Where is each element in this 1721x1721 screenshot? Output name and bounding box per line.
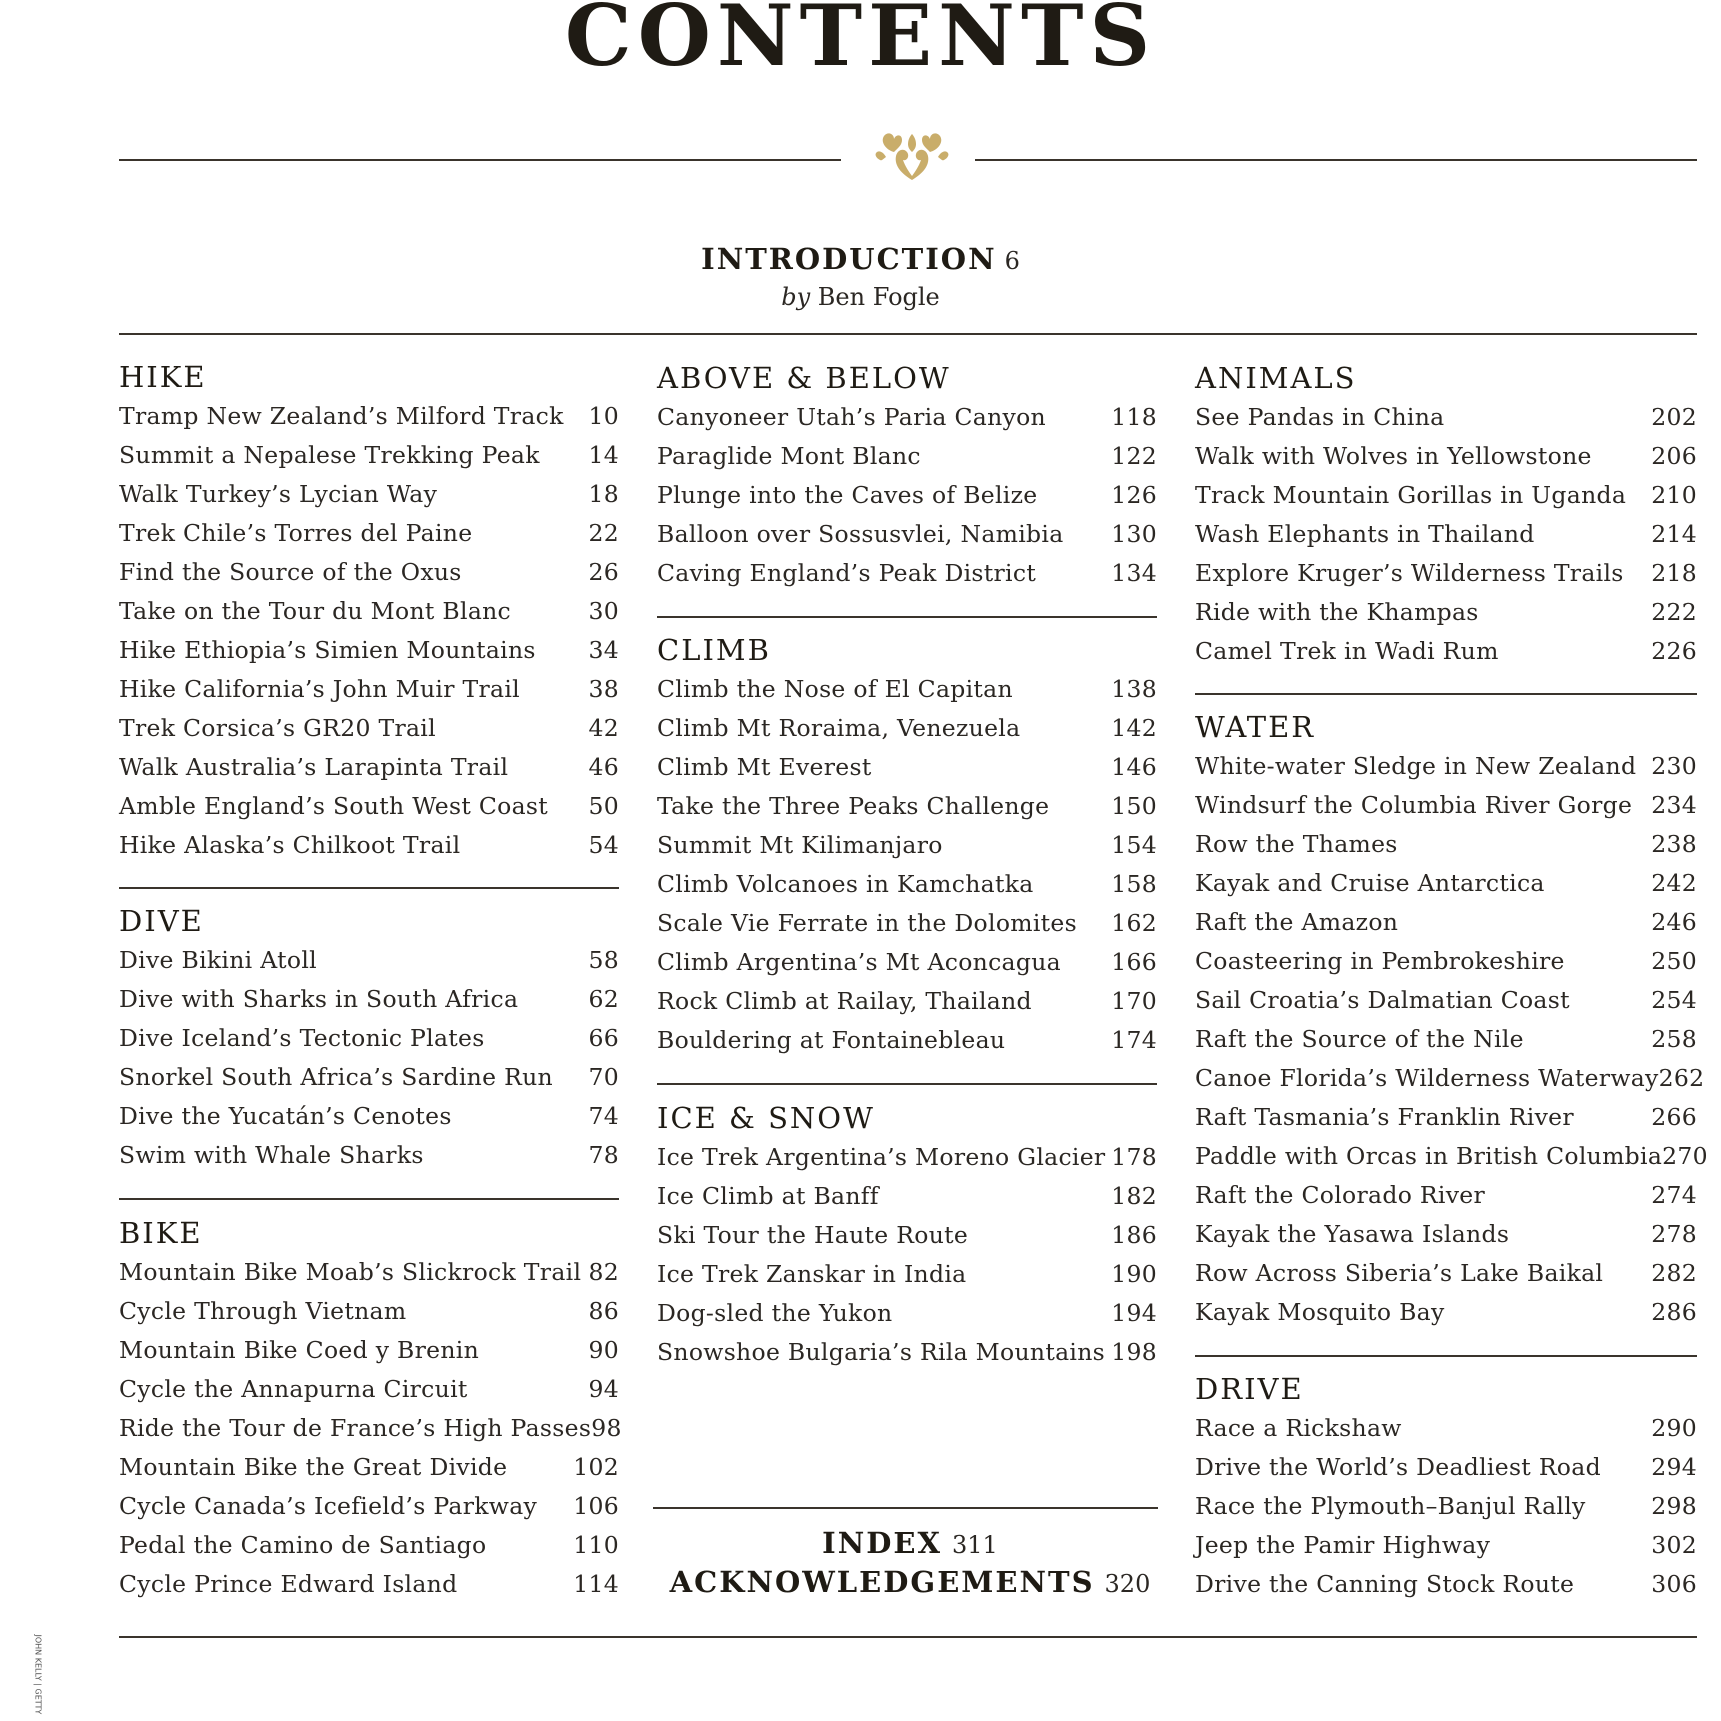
toc-entry[interactable] (119, 941, 619, 980)
entry-page: 118 (1111, 403, 1157, 431)
entry-page: 90 (588, 1336, 619, 1364)
entry-page: 266 (1651, 1103, 1697, 1131)
entry-page: 170 (1111, 987, 1157, 1015)
toc-entry[interactable] (657, 709, 1157, 748)
toc-entry[interactable] (1195, 1409, 1697, 1448)
section-animals (1195, 358, 1697, 671)
entry-page: 82 (588, 1258, 619, 1286)
toc-list (119, 397, 619, 865)
section-heading: HIKE (119, 360, 207, 394)
toc-entry[interactable] (657, 1216, 1157, 1255)
toc-entry[interactable] (657, 1333, 1157, 1372)
toc-entry[interactable] (119, 592, 619, 631)
fleuron-ornament-icon (872, 130, 952, 186)
entry-page: 302 (1651, 1531, 1697, 1559)
toc-entry[interactable] (657, 865, 1157, 904)
toc-entry[interactable] (119, 787, 619, 826)
entry-page: 30 (588, 597, 619, 625)
toc-entry[interactable] (119, 397, 619, 436)
entry-title: Race the Plymouth–Banjul Rally (1195, 1492, 1586, 1520)
entry-page: 114 (573, 1570, 619, 1598)
entry-title: Kayak and Cruise Antarctica (1195, 869, 1545, 897)
toc-entry[interactable] (657, 476, 1157, 515)
toc-entry[interactable] (1195, 437, 1697, 476)
entry-title: Hike Alaska’s Chilkoot Trail (119, 831, 461, 859)
entry-title: Take on the Tour du Mont Blanc (119, 597, 512, 625)
introduction-entry[interactable] (0, 242, 1721, 276)
entry-page: 122 (1111, 442, 1157, 470)
toc-entry[interactable] (657, 554, 1157, 593)
entry-title: Bouldering at Fontainebleau (657, 1026, 1006, 1054)
toc-list (119, 1253, 622, 1604)
entry-title: Climb Volcanoes in Kamchatka (657, 870, 1034, 898)
section-divider (1195, 1355, 1697, 1357)
entry-title: Cycle Canada’s Icefield’s Parkway (119, 1492, 538, 1520)
entry-page: 106 (573, 1492, 619, 1520)
toc-entry[interactable] (119, 826, 619, 865)
entry-title: Rock Climb at Railay, Thailand (657, 987, 1032, 1015)
toc-entry[interactable] (119, 1526, 619, 1565)
entry-page: 126 (1111, 481, 1157, 509)
entry-page: 206 (1651, 442, 1697, 470)
entry-title: Drive the Canning Stock Route (1195, 1570, 1575, 1598)
entry-page: 262 (1658, 1064, 1705, 1092)
entry-title: Climb Mt Everest (657, 753, 872, 781)
toc-entry[interactable] (119, 1058, 619, 1097)
entry-page: 202 (1651, 403, 1697, 431)
toc-entry[interactable] (657, 904, 1157, 943)
toc-entry[interactable] (119, 436, 619, 475)
toc-entry[interactable] (119, 475, 619, 514)
toc-entry[interactable] (1195, 398, 1697, 437)
section-heading: ICE & SNOW (657, 1101, 875, 1135)
toc-entry[interactable] (119, 553, 619, 592)
entry-title: Dive the Yucatán’s Cenotes (119, 1102, 452, 1130)
section-water (1195, 707, 1708, 1332)
entry-page: 154 (1111, 831, 1157, 859)
entry-title: Kayak Mosquito Bay (1195, 1298, 1445, 1326)
entry-title: Amble England’s South West Coast (119, 792, 549, 820)
entry-title: Drive the World’s Deadliest Road (1195, 1453, 1601, 1481)
section-divider (657, 1083, 1157, 1085)
entry-title: Wash Elephants in Thailand (1195, 520, 1535, 548)
entry-page: 10 (588, 402, 619, 430)
entry-title: Raft the Source of the Nile (1195, 1025, 1524, 1053)
entry-page: 178 (1111, 1143, 1157, 1171)
toc-entry[interactable] (657, 398, 1157, 437)
entry-page: 158 (1111, 870, 1157, 898)
section-divider (653, 1507, 1158, 1509)
page-title: CONTENTS (564, 0, 1157, 85)
toc-entry[interactable] (657, 787, 1157, 826)
entry-title: Take the Three Peaks Challenge (657, 792, 1050, 820)
entry-page: 102 (573, 1453, 619, 1481)
entry-title: Raft the Amazon (1195, 908, 1399, 936)
entry-title: Ice Trek Zanskar in India (657, 1260, 967, 1288)
entry-title: Pedal the Camino de Santiago (119, 1531, 487, 1559)
byline-by: by (781, 283, 811, 311)
section-bike (119, 1213, 622, 1604)
section-drive (1195, 1369, 1697, 1604)
entry-title: Climb Mt Roraima, Venezuela (657, 714, 1021, 742)
entry-title: Summit Mt Kilimanjaro (657, 831, 943, 859)
toc-entry[interactable] (1195, 1487, 1697, 1526)
toc-entry[interactable] (1195, 515, 1697, 554)
entry-page: 246 (1651, 908, 1697, 936)
toc-entry[interactable] (1195, 554, 1697, 593)
toc-list (1195, 398, 1697, 671)
toc-entry[interactable] (1195, 1176, 1697, 1215)
entry-page: 198 (1111, 1338, 1157, 1366)
entry-title: Caving England’s Peak District (657, 559, 1037, 587)
toc-list (657, 398, 1157, 593)
section-divider (119, 887, 619, 889)
toc-list (1195, 747, 1708, 1332)
acknowledgements-heading: ACKNOWLEDGEMENTS (669, 1565, 1095, 1599)
byline-author: Ben Fogle (817, 283, 940, 311)
entry-page: 26 (588, 558, 619, 586)
section-dive (119, 901, 619, 1175)
entry-title: Ice Trek Argentina’s Moreno Glacier (657, 1143, 1106, 1171)
entry-title: See Pandas in China (1195, 403, 1445, 431)
entry-page: 306 (1651, 1570, 1697, 1598)
entry-page: 50 (588, 792, 619, 820)
toc-entry[interactable] (657, 1021, 1157, 1060)
toc-list (119, 941, 619, 1175)
toc-entry[interactable] (1195, 942, 1697, 981)
entry-title: Snorkel South Africa’s Sardine Run (119, 1063, 553, 1091)
entry-title: Track Mountain Gorillas in Uganda (1195, 481, 1627, 509)
entry-page: 298 (1651, 1492, 1697, 1520)
entry-title: Sail Croatia’s Dalmatian Coast (1195, 986, 1570, 1014)
entry-page: 146 (1111, 753, 1157, 781)
entry-page: 282 (1651, 1259, 1697, 1287)
entry-title: Camel Trek in Wadi Rum (1195, 637, 1499, 665)
entry-title: Walk with Wolves in Yellowstone (1195, 442, 1592, 470)
toc-entry[interactable] (1195, 1020, 1697, 1059)
toc-entry[interactable] (657, 1294, 1157, 1333)
toc-entry[interactable] (657, 1177, 1157, 1216)
section-heading: ANIMALS (1195, 361, 1357, 395)
entry-page: 186 (1111, 1221, 1157, 1249)
entry-title: Mountain Bike Coed y Brenin (119, 1336, 480, 1364)
entry-page: 78 (588, 1141, 619, 1169)
entry-title: Windsurf the Columbia River Gorge (1195, 791, 1633, 819)
entry-page: 182 (1111, 1182, 1157, 1210)
acknowledgements-entry[interactable] (655, 1565, 1165, 1599)
entry-title: Mountain Bike the Great Divide (119, 1453, 508, 1481)
entry-page: 190 (1111, 1260, 1157, 1288)
introduction-byline (0, 283, 1721, 311)
toc-entry[interactable] (119, 709, 619, 748)
introduction-page: 6 (1004, 247, 1020, 275)
entry-page: 166 (1111, 948, 1157, 976)
toc-entry[interactable] (119, 670, 619, 709)
entry-page: 258 (1651, 1025, 1697, 1053)
entry-page: 110 (573, 1531, 619, 1559)
entry-title: Tramp New Zealand’s Milford Track (119, 402, 564, 430)
entry-page: 194 (1111, 1299, 1157, 1327)
entry-title: Walk Turkey’s Lycian Way (119, 480, 438, 508)
entry-page: 62 (588, 985, 619, 1013)
entry-title: Jeep the Pamir Highway (1195, 1531, 1491, 1559)
toc-entry[interactable] (657, 1255, 1157, 1294)
toc-entry[interactable] (657, 1138, 1157, 1177)
entry-title: Balloon over Sossusvlei, Namibia (657, 520, 1064, 548)
section-heading: ABOVE & BELOW (657, 361, 951, 395)
photo-credit-text: JOHN KELLY | GETTY (33, 1634, 43, 1715)
entry-page: 58 (588, 946, 619, 974)
entry-title: Canoe Florida’s Wilderness Waterway (1195, 1064, 1659, 1092)
entry-page: 210 (1651, 481, 1697, 509)
intro-divider (119, 333, 1697, 335)
entry-title: Paddle with Orcas in British Columbia (1195, 1142, 1663, 1170)
entry-page: 226 (1651, 637, 1697, 665)
entry-page: 278 (1651, 1220, 1697, 1248)
toc-entry[interactable] (1195, 632, 1697, 671)
entry-page: 142 (1111, 714, 1157, 742)
toc-entry[interactable] (119, 631, 619, 670)
toc-entry[interactable] (1195, 1215, 1697, 1254)
section-ice-snow (657, 1098, 1157, 1372)
section-divider (1195, 693, 1697, 695)
toc-entry[interactable] (1195, 476, 1697, 515)
toc-entry[interactable] (1195, 1137, 1708, 1176)
entry-title: Kayak the Yasawa Islands (1195, 1220, 1510, 1248)
toc-entry[interactable] (1195, 1526, 1697, 1565)
entry-title: Scale Vie Ferrate in the Dolomites (657, 909, 1077, 937)
entry-title: Race a Rickshaw (1195, 1414, 1402, 1442)
entry-title: Paraglide Mont Blanc (657, 442, 921, 470)
entry-page: 234 (1651, 791, 1697, 819)
toc-entry[interactable] (1195, 1098, 1697, 1137)
entry-title: Row the Thames (1195, 830, 1398, 858)
entry-page: 150 (1111, 792, 1157, 820)
toc-entry[interactable] (1195, 593, 1697, 632)
entry-title: Mountain Bike Moab’s Slickrock Trail (119, 1258, 582, 1286)
entry-page: 286 (1651, 1298, 1697, 1326)
toc-entry[interactable] (119, 514, 619, 553)
section-divider (119, 1198, 619, 1200)
toc-entry[interactable] (657, 670, 1157, 709)
toc-entry[interactable] (1195, 825, 1697, 864)
entry-title: Cycle Through Vietnam (119, 1297, 407, 1325)
entry-page: 54 (588, 831, 619, 859)
toc-entry[interactable] (657, 826, 1157, 865)
entry-title: Plunge into the Caves of Belize (657, 481, 1038, 509)
entry-title: Swim with Whale Sharks (119, 1141, 424, 1169)
acknowledgements-page: 320 (1104, 1570, 1151, 1598)
index-heading: INDEX (822, 1526, 942, 1560)
toc-entry[interactable] (657, 515, 1157, 554)
entry-page: 250 (1651, 947, 1697, 975)
entry-page: 274 (1651, 1181, 1697, 1209)
toc-entry[interactable] (119, 1448, 619, 1487)
entry-page: 14 (588, 441, 619, 469)
toc-list (657, 670, 1157, 1060)
toc-entry[interactable] (119, 980, 619, 1019)
entry-page: 218 (1651, 559, 1697, 587)
toc-entry[interactable] (1195, 786, 1697, 825)
entry-title: Cycle the Annapurna Circuit (119, 1375, 468, 1403)
entry-title: Explore Kruger’s Wilderness Trails (1195, 559, 1624, 587)
entry-page: 238 (1651, 830, 1697, 858)
entry-title: Climb Argentina’s Mt Aconcagua (657, 948, 1061, 976)
toc-entry[interactable] (119, 1565, 619, 1604)
entry-title: Find the Source of the Oxus (119, 558, 462, 586)
entry-page: 86 (588, 1297, 619, 1325)
toc-entry[interactable] (1195, 903, 1697, 942)
section-heading: DRIVE (1195, 1372, 1304, 1406)
toc-entry[interactable] (119, 748, 619, 787)
toc-entry[interactable] (657, 748, 1157, 787)
section-above-below (657, 358, 1157, 593)
section-hike (119, 357, 619, 865)
entry-page: 42 (588, 714, 619, 742)
section-heading: CLIMB (657, 633, 771, 667)
toc-entry[interactable] (1195, 864, 1697, 903)
section-climb (657, 630, 1157, 1060)
toc-entry[interactable] (119, 1136, 619, 1175)
toc-list (1195, 1409, 1697, 1604)
toc-entry[interactable] (119, 1487, 619, 1526)
entry-title: Ice Climb at Banff (657, 1182, 879, 1210)
entry-page: 270 (1662, 1142, 1708, 1170)
entry-page: 230 (1651, 752, 1697, 780)
entry-page: 134 (1111, 559, 1157, 587)
entry-page: 242 (1651, 869, 1697, 897)
toc-entry[interactable] (119, 1370, 619, 1409)
entry-page: 18 (588, 480, 619, 508)
entry-title: Cycle Prince Edward Island (119, 1570, 458, 1598)
entry-title: Trek Corsica’s GR20 Trail (119, 714, 436, 742)
entry-title: Dog-sled the Yukon (657, 1299, 893, 1327)
footer-divider (119, 1636, 1697, 1638)
entry-page: 162 (1111, 909, 1157, 937)
entry-page: 130 (1111, 520, 1157, 548)
entry-title: Canyoneer Utah’s Paria Canyon (657, 403, 1046, 431)
header-divider-left (119, 159, 841, 161)
entry-page: 66 (588, 1024, 619, 1052)
toc-entry[interactable] (657, 437, 1157, 476)
entry-title: Dive with Sharks in South Africa (119, 985, 519, 1013)
section-heading: BIKE (119, 1216, 203, 1250)
entry-title: Walk Australia’s Larapinta Trail (119, 753, 509, 781)
entry-title: Hike California’s John Muir Trail (119, 675, 520, 703)
toc-entry[interactable] (657, 982, 1157, 1021)
toc-entry[interactable] (119, 1292, 619, 1331)
entry-page: 98 (591, 1414, 622, 1442)
entry-title: Hike Ethiopia’s Simien Mountains (119, 636, 536, 664)
entry-title: Row Across Siberia’s Lake Baikal (1195, 1259, 1604, 1287)
toc-entry[interactable] (1195, 1448, 1697, 1487)
entry-page: 290 (1651, 1414, 1697, 1442)
entry-page: 138 (1111, 675, 1157, 703)
entry-page: 70 (588, 1063, 619, 1091)
entry-title: White-water Sledge in New Zealand (1195, 752, 1637, 780)
entry-title: Summit a Nepalese Trekking Peak (119, 441, 540, 469)
toc-entry[interactable] (1195, 1254, 1697, 1293)
toc-entry[interactable] (119, 1097, 619, 1136)
toc-entry[interactable] (119, 1409, 622, 1448)
entry-title: Dive Bikini Atoll (119, 946, 317, 974)
entry-page: 174 (1111, 1026, 1157, 1054)
entry-title: Dive Iceland’s Tectonic Plates (119, 1024, 485, 1052)
entry-title: Raft Tasmania’s Franklin River (1195, 1103, 1574, 1131)
toc-entry[interactable] (1195, 747, 1697, 786)
entry-title: Snowshoe Bulgaria’s Rila Mountains (657, 1338, 1106, 1366)
toc-entry[interactable] (119, 1019, 619, 1058)
entry-page: 214 (1651, 520, 1697, 548)
toc-list (657, 1138, 1157, 1372)
entry-page: 254 (1651, 986, 1697, 1014)
toc-entry[interactable] (1195, 1059, 1705, 1098)
section-heading: DIVE (119, 904, 204, 938)
entry-page: 38 (588, 675, 619, 703)
entry-title: Ride the Tour de France’s High Passes (119, 1414, 592, 1442)
section-divider (657, 616, 1157, 618)
entry-page: 74 (588, 1102, 619, 1130)
entry-title: Raft the Colorado River (1195, 1181, 1486, 1209)
entry-title: Coasteering in Pembrokeshire (1195, 947, 1565, 975)
header-divider-right (975, 159, 1697, 161)
index-entry[interactable] (655, 1526, 1165, 1560)
entry-page: 222 (1651, 598, 1697, 626)
toc-entry[interactable] (1195, 1565, 1697, 1604)
toc-entry[interactable] (657, 943, 1157, 982)
toc-entry[interactable] (1195, 981, 1697, 1020)
section-heading: WATER (1195, 710, 1316, 744)
entry-page: 294 (1651, 1453, 1697, 1481)
entry-title: Trek Chile’s Torres del Paine (119, 519, 473, 547)
toc-entry[interactable] (119, 1331, 619, 1370)
entry-page: 22 (588, 519, 619, 547)
introduction-heading: INTRODUCTION (701, 242, 997, 276)
photo-credit (28, 1634, 43, 1715)
index-page: 311 (952, 1531, 998, 1559)
entry-page: 94 (588, 1375, 619, 1403)
entry-title: Climb the Nose of El Capitan (657, 675, 1013, 703)
entry-page: 34 (588, 636, 619, 664)
toc-entry[interactable] (119, 1253, 619, 1292)
entry-page: 46 (588, 753, 619, 781)
toc-entry[interactable] (1195, 1293, 1697, 1332)
entry-title: Ride with the Khampas (1195, 598, 1479, 626)
entry-title: Ski Tour the Haute Route (657, 1221, 969, 1249)
